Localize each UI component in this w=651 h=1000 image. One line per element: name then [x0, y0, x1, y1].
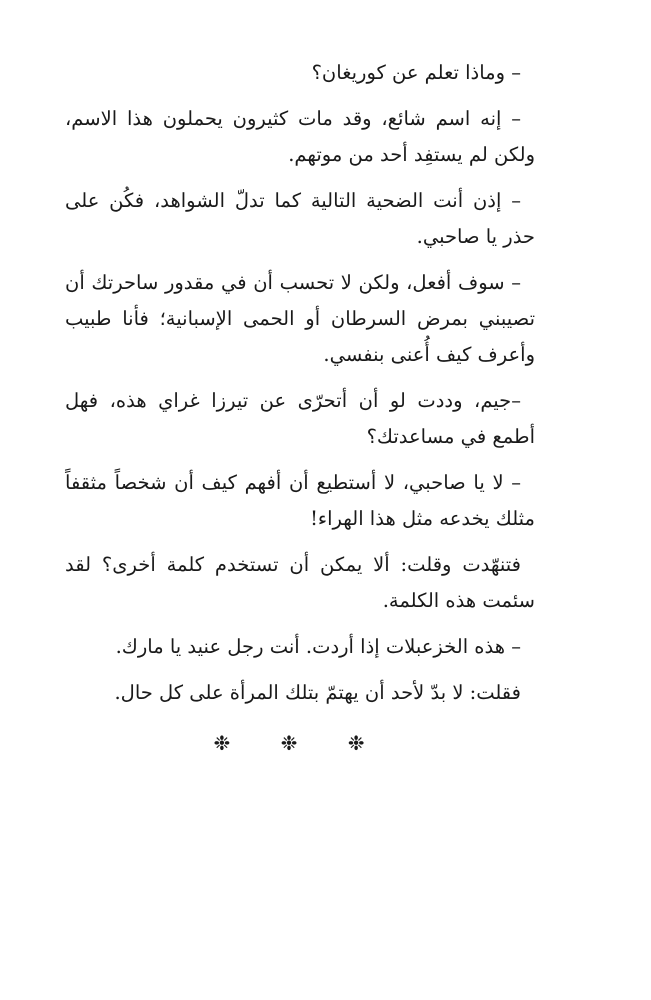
paragraph: – سوف أفعل، ولكن لا تحسب أن في مقدور ساحرتك أن تصيبني بمرض السرطان أو الحمى الإسبانية؛ فأنا طبيب وأعرف كيف أُعنى بنفسي. — [65, 271, 535, 366]
paragraph: – هذه الخزعبلات إذا أردت. أنت رجل عنيد يا مارك. — [115, 635, 521, 658]
paragraph: –جيم، وددت لو أن أتحرّى عن تيرزا غراي هذه، فهل أطمع في مساعدتك؟ — [65, 389, 535, 448]
paragraph: – إنه اسم شائع، وقد مات كثيرون يحملون هذا الاسم، ولكن لم يستفِد أحد من موتهم. — [65, 107, 535, 166]
paragraph: فقلت: لا بدّ لأحد أن يهتمّ بتلك المرأة على كل حال. — [114, 681, 521, 704]
paragraph: – وماذا تعلم عن كوريغان؟ — [311, 61, 521, 84]
paragraph: فتنهّدت وقلت: ألا يمكن أن تستخدم كلمة أخرى؟ لقد سئمت هذه الكلمة. — [65, 553, 535, 612]
paragraph: – إذن أنت الضحية التالية كما تدلّ الشواهد، فكُن على حذر يا صاحبي. — [65, 189, 535, 248]
section-break-ornament: ❉ ❉ ❉ — [213, 731, 387, 755]
paragraph: – لا يا صاحبي، لا أستطيع أن أفهم كيف أن شخصاً مثقفاً مثلك يخدعه مثل هذا الهراء! — [65, 471, 535, 530]
book-page — [65, 55, 535, 761]
